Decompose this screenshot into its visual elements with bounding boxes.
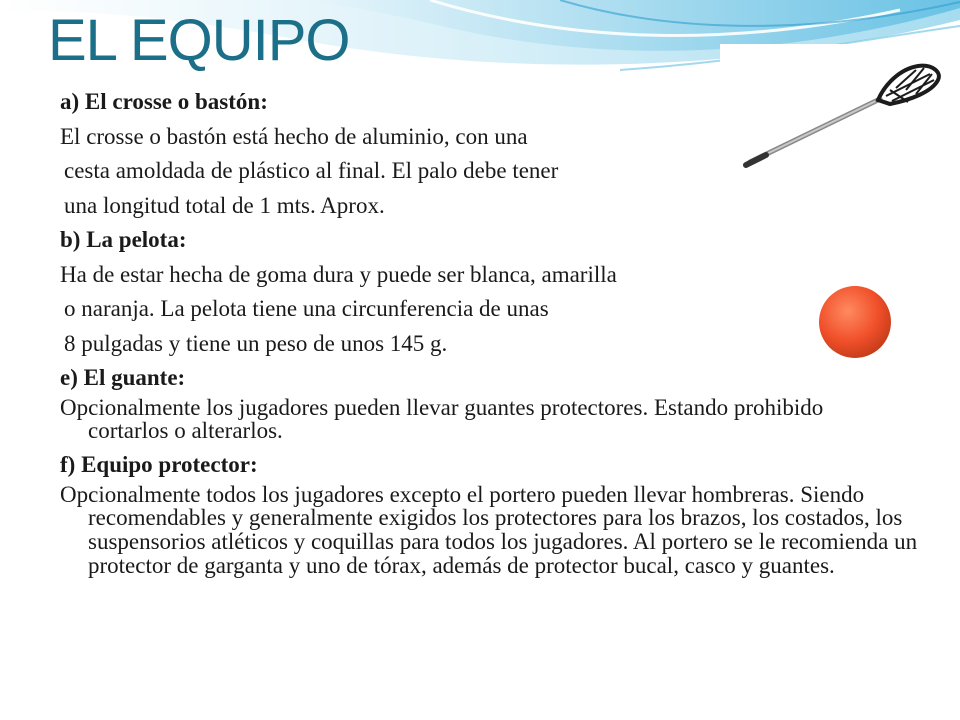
heading-pelota: b) La pelota:: [60, 227, 187, 252]
pelota-line-2: o naranja. La pelota tiene una circunferencia de unas: [64, 296, 549, 321]
crosse-line-1: El crosse o bastón está hecho de aluminio, con una: [60, 123, 528, 149]
slide-title: EL EQUIPO: [48, 8, 350, 73]
heading-guante: e) El guante:: [60, 365, 186, 390]
crosse-line-2: cesta amoldada de plástico al final. El palo debe tener: [64, 158, 559, 183]
pelota-line-1: Ha de estar hecha de goma dura y puede ser blanca, amarilla: [60, 261, 617, 287]
heading-crosse: a) El crosse o bastón:: [60, 89, 268, 114]
protector-text: Opcionalmente todos los jugadores excepto el portero pueden llevar hombreras. Siendo recomendables y generalmente exigidos los protectores para los brazos, los costados, los suspensorios atléticos y coquillas para todos los jugadores. Al portero se le recomienda un protector de garganta y uno de tórax, además de protector bucal, casco y guantes.: [60, 481, 918, 578]
slide-body: [60, 85, 920, 578]
crosse-line-3: una longitud total de 1 mts. Aprox.: [64, 192, 385, 218]
heading-protector: f) Equipo protector:: [60, 452, 258, 478]
pelota-line-3: 8 pulgadas y tiene un peso de unos 145 g.: [64, 330, 448, 356]
guante-text: Opcionalmente los jugadores pueden llevar guantes protectores. Estando prohibido cortarlos o alterarlos.: [60, 394, 824, 444]
